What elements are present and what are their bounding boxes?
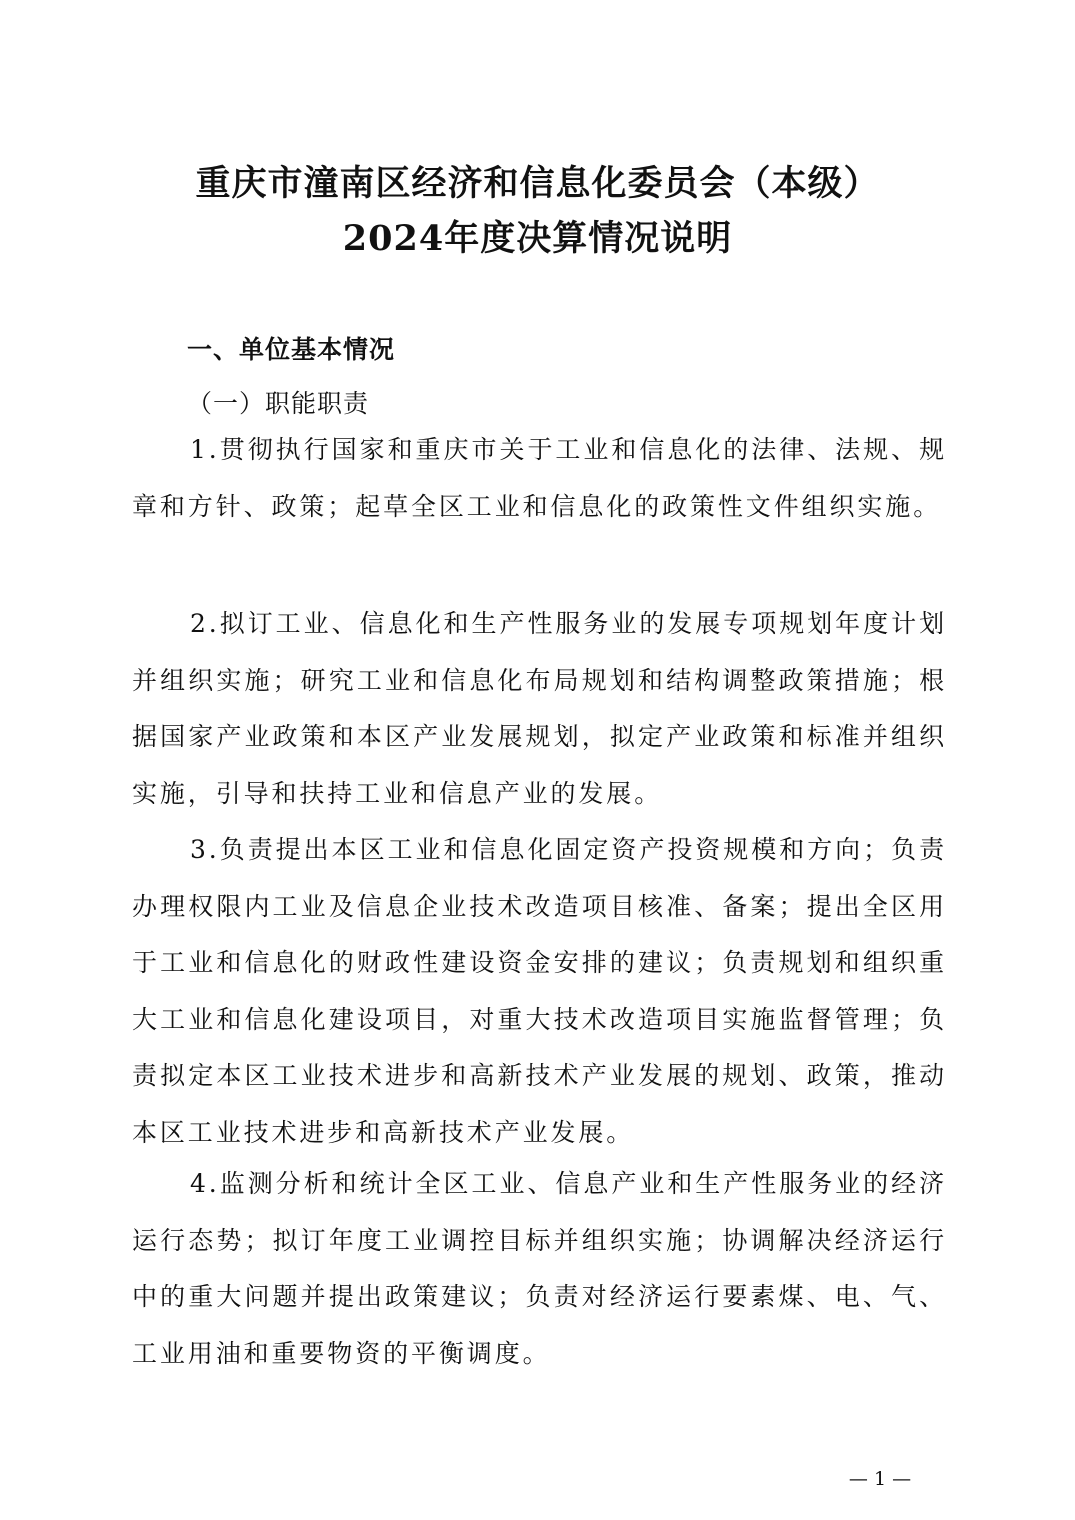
section-heading: 一、单位基本情况 <box>187 335 396 364</box>
paragraph-4: 4.监测分析和统计全区工业、信息产业和生产性服务业的经济运行态势；拟订年度工业调控目标并组织实施；协调解决经济运行中的重大问题并提出政策建议；负责对经济运行要素煤、电、气、工业用油和重要物资的平衡调度。 <box>132 1169 947 1368</box>
paragraph-1: 1.贯彻执行国家和重庆市关于工业和信息化的法律、法规、规章和方针、政策；起草全区工业和信息化的政策性文件组织实施。 <box>132 435 947 521</box>
document-title-line2: 2024年度决算情况说明 <box>342 218 733 259</box>
subsection-heading: （一）职能职责 <box>187 389 370 418</box>
paragraph-3: 3.负责提出本区工业和信息化固定资产投资规模和方向；负责办理权限内工业及信息企业技术改造项目核准、备案；提出全区用于工业和信息化的财政性建设资金安排的建议；负责规划和组织重大工业和信息化建设项目，对重大技术改造项目实施监督管理；负责拟定本区工业技术进步和高新技术产业发展的规划、政策，推动本区工业技术进步和高新技术产业发展。 <box>132 835 947 1147</box>
page-number: — 1 — <box>848 1468 912 1490</box>
paragraph-2: 2.拟订工业、信息化和生产性服务业的发展专项规划年度计划并组织实施；研究工业和信息化布局规划和结构调整政策措施；根据国家产业政策和本区产业发展规划，拟定产业政策和标准并组织实施，引导和扶持工业和信息产业的发展。 <box>132 609 947 808</box>
document-title-line1: 重庆市潼南区经济和信息化委员会（本级） <box>195 163 880 204</box>
